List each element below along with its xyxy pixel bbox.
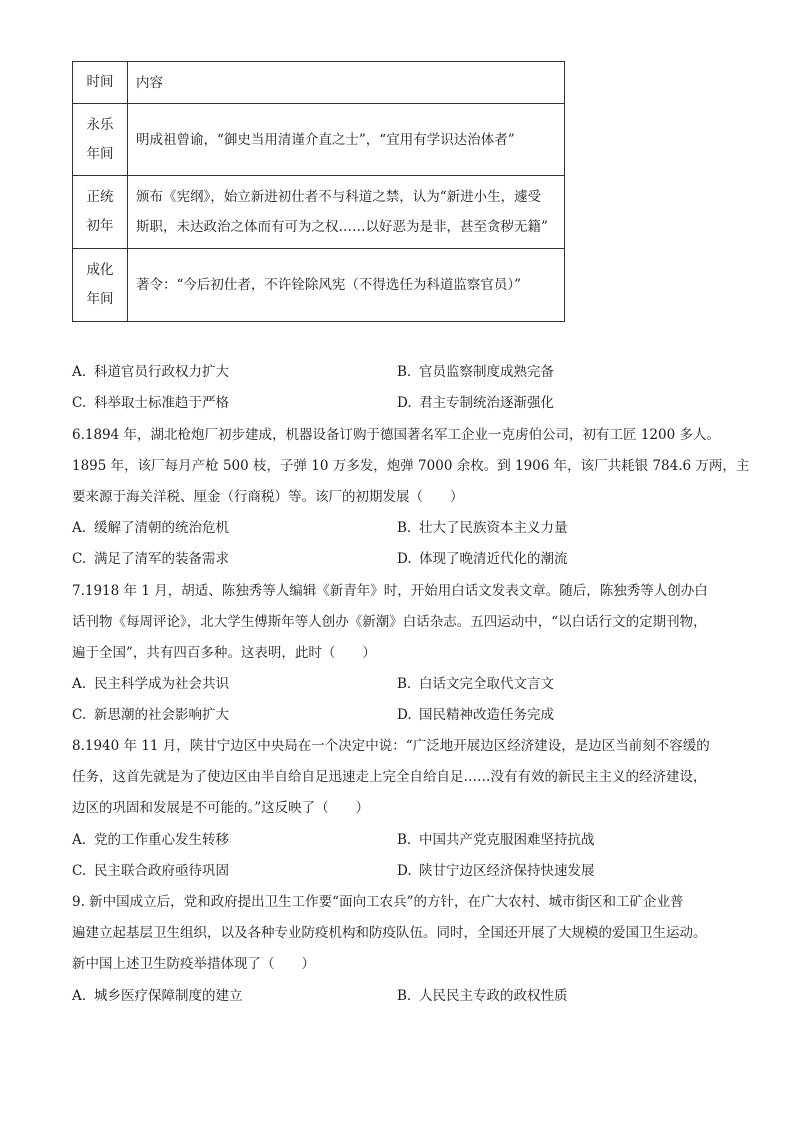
time-line-2: 年间 — [86, 145, 114, 162]
table-cell-content — [128, 249, 565, 322]
q7-stem-line: 遍于全国”，共有四百多种。这表明，此时（ ） — [72, 645, 376, 661]
q6-option-d[interactable]: D. 体现了晚清近代化的潮流 — [397, 551, 568, 567]
q5-option-d[interactable]: D. 君主专制统治逐渐强化 — [397, 395, 554, 411]
q5-option-a[interactable]: A. 科道官员行政权力扩大 — [72, 364, 229, 380]
q6-option-b[interactable]: B. 壮大了民族资本主义力量 — [397, 520, 568, 536]
q7-option-b[interactable]: B. 白话文完全取代文言文 — [397, 676, 554, 692]
content-line-1: 颁布《宪纲》，始立新进初仕者不与科道之禁，认为“新进小生，遽受 — [136, 189, 542, 205]
content-line-2: 斯职，未达政治之体而有可为之权……以好恶为是非，甚至贪秽无籍” — [136, 219, 548, 235]
time-line-2: 初年 — [86, 218, 114, 234]
q6-option-c[interactable]: C. 满足了清军的装备需求 — [72, 551, 229, 567]
table-row — [73, 176, 565, 249]
q8-option-d[interactable]: D. 陕甘宁边区经济保持快速发展 — [397, 863, 595, 879]
table-header-row — [73, 62, 565, 104]
q8-option-c[interactable]: C. 民主联合政府亟待巩固 — [72, 863, 229, 879]
table-row — [73, 249, 565, 322]
q6-option-a[interactable]: A. 缓解了清朝的统治危机 — [72, 520, 229, 536]
q8-option-b[interactable]: B. 中国共产党克服困难坚持抗战 — [397, 832, 595, 848]
content-line-1: 著令：“今后初仕者，不许铨除风宪（不得选任为科道监察官员）” — [136, 277, 522, 293]
q5-option-c[interactable]: C. 科举取士标准趋于严格 — [72, 395, 229, 411]
q8-stem-line: 8.1940 年 11 月，陕甘宁边区中央局在一个决定中说：“广泛地开展边区经济建设，是边区当前刻不容缓的 — [72, 738, 710, 754]
q6-stem-line: 6.1894 年，湖北枪炮厂初步建成，机器设备订购于德国著名军工企业一克虏伯公司，初有工匠 1200 多人。 — [72, 427, 720, 443]
time-line-1: 正统 — [86, 189, 114, 205]
time-line-1: 成化 — [86, 262, 114, 278]
q9-stem-line: 新中国上述卫生防疫举措体现了（ ） — [72, 956, 315, 972]
table-header-content: 内容 — [128, 62, 565, 104]
content-line-1: 明成祖曾谕，“御史当用清谨介直之士”，“宜用有学识达治体者” — [136, 131, 515, 148]
table-cell-time — [73, 104, 128, 176]
q7-option-a[interactable]: A. 民主科学成为社会共识 — [72, 676, 229, 692]
table-header-time: 时间 — [73, 62, 128, 104]
q8-stem-line: 边区的巩固和发展是不可能的。”这反映了（ ） — [72, 800, 370, 816]
q7-stem-line: 话刊物《每周评论》，北大学生傅斯年等人创办《新潮》白话杂志。五四运动中，“以白话行文的定期刊物， — [72, 614, 707, 630]
table-row — [73, 104, 565, 176]
q7-option-c[interactable]: C. 新思潮的社会影响扩大 — [72, 707, 229, 723]
q9-stem-line: 遍建立起基层卫生组织，以及各种专业防疫机构和防疫队伍。同时，全国还开展了大规模的爱国卫生运动。 — [72, 925, 707, 941]
table-cell-content — [128, 104, 565, 176]
q5-option-b[interactable]: B. 官员监察制度成熟完备 — [397, 364, 554, 380]
q7-stem-line: 7.1918 年 1 月，胡适、陈独秀等人编辑《新青年》时，开始用白话文发表文章。随后，陈独秀等人创办白 — [72, 583, 708, 599]
q8-option-a[interactable]: A. 党的工作重心发生转移 — [72, 832, 229, 848]
q6-stem-line: 1895 年，该厂每月产枪 500 枝，子弹 10 万多发，炮弹 7000 余枚。到 1906 年，该厂共耗银 784.6 万两，主 — [72, 458, 750, 474]
q6-stem-line: 要来源于海关洋税、厘金（行商税）等。该厂的初期发展（ ） — [72, 489, 464, 505]
table-cell-time — [73, 176, 128, 249]
time-line-2: 年间 — [86, 291, 114, 307]
table-cell-content — [128, 176, 565, 249]
q8-stem-line: 任务，这首先就是为了使边区由半自给自足迅速走上完全自给自足……没有有效的新民主主义的经济建设， — [72, 769, 707, 785]
time-line-1: 永乐 — [86, 116, 114, 133]
table-cell-time — [73, 249, 128, 322]
q7-option-d[interactable]: D. 国民精神改造任务完成 — [397, 707, 554, 723]
q9-option-a[interactable]: A. 城乡医疗保障制度的建立 — [72, 988, 243, 1004]
q9-option-b[interactable]: B. 人民民主专政的政权性质 — [397, 988, 568, 1004]
history-table — [72, 61, 565, 322]
q9-stem-line: 9. 新中国成立后，党和政府提出卫生工作要“面向工农兵”的方针，在广大农村、城市街区和工矿企业普 — [72, 894, 684, 910]
